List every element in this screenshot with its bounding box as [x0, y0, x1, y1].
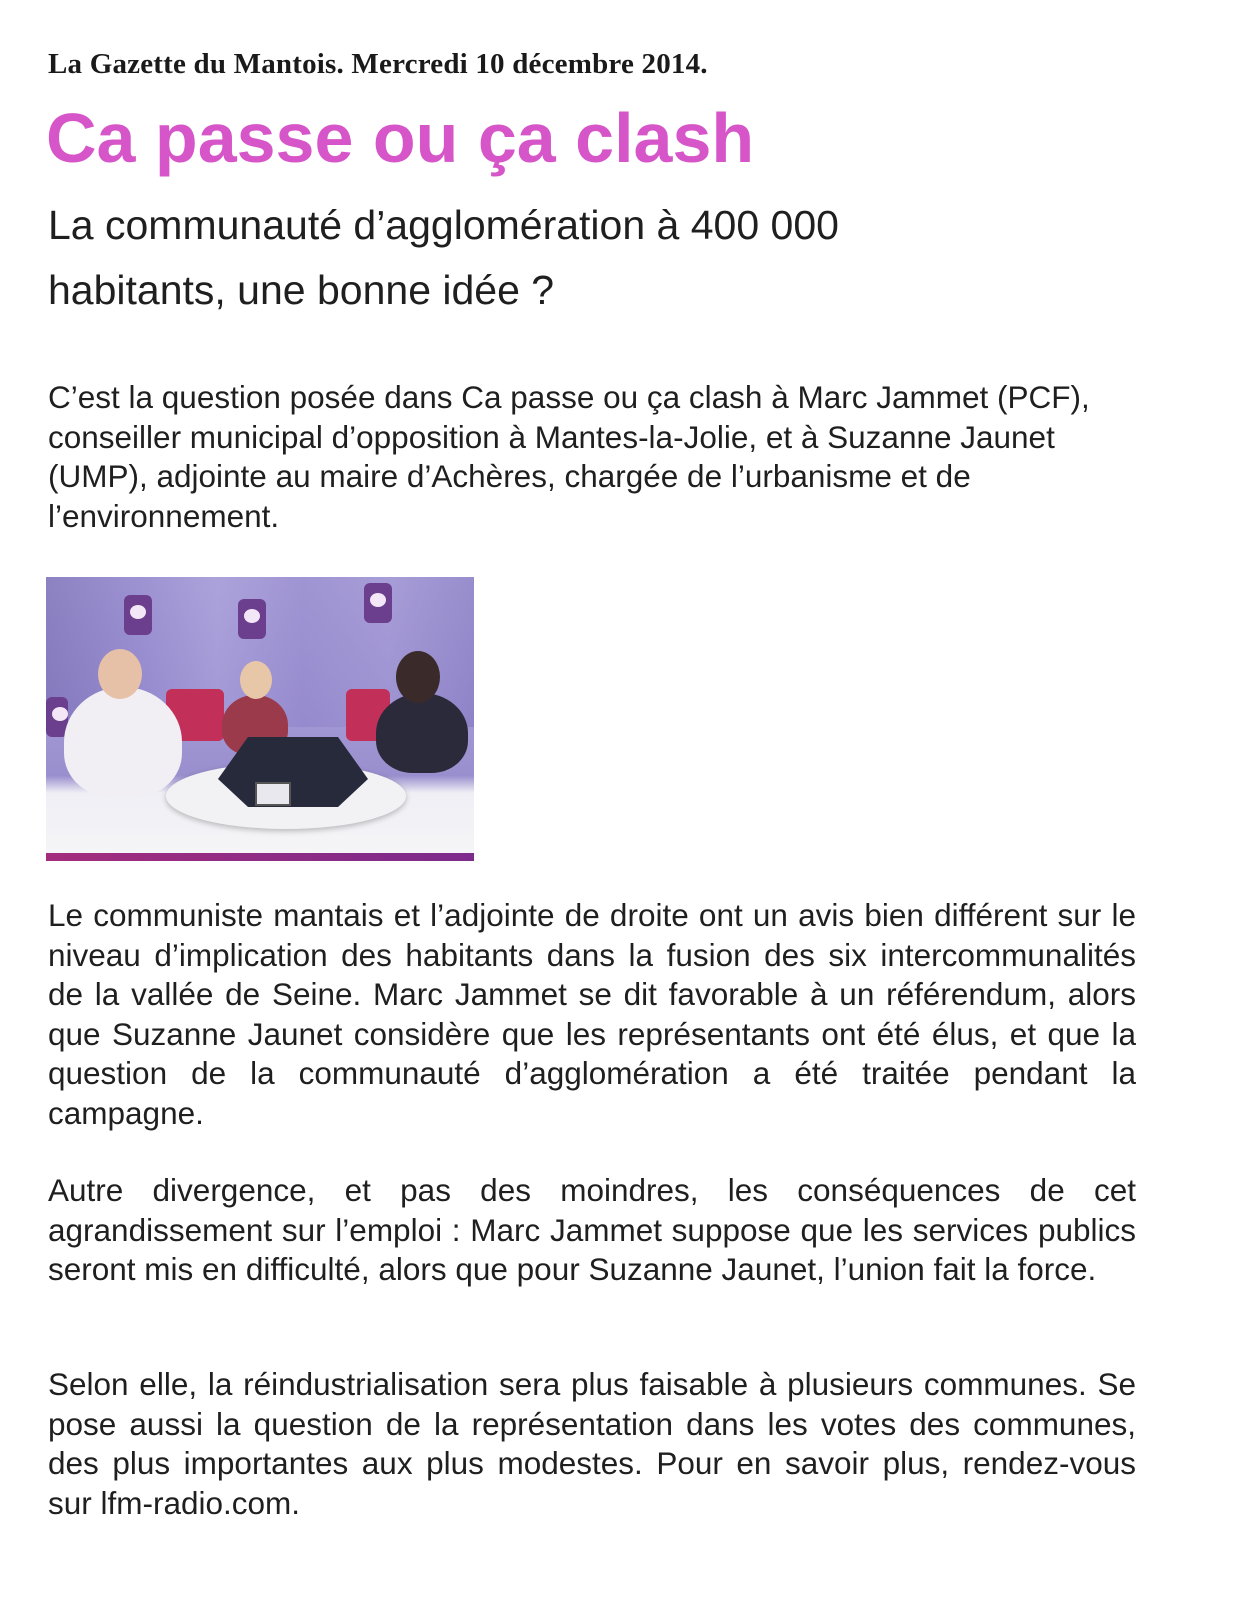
lfm-logo-panel — [364, 583, 392, 623]
lfm-logo-panel — [238, 599, 266, 639]
article-paragraph: Le communiste mantais et l’adjointe de droite ont un avis bien différent sur le niveau d’implication des habitants dans la fusion des six intercommunalités de la vallée de Seine. Marc Jammet se dit favorable à un référendum, alors que Suzanne Jaunet considère que les représentants ont été élus, et que la question de la communauté d’agglomération a été traitée pendant la campagne. — [48, 897, 1136, 1131]
article-subtitle: La communauté d’agglomération à 400 000 habitants, une bonne idée ? — [48, 202, 839, 313]
guest-left — [64, 687, 182, 797]
article-intro: C’est la question posée dans Ca passe ou ça clash à Marc Jammet (PCF), conseiller municipal d’opposition à Mantes-la-Jolie, et à Suzanne Jaunet (UMP), adjointe au maire d’Achères, chargée de l’urbanisme et de l’environnement. — [48, 379, 1090, 534]
publication-dateline: La Gazette du Mantois. Mercredi 10 décembre 2014. — [48, 48, 708, 80]
photo-accent-bar — [46, 853, 474, 861]
radio-studio-photo — [46, 577, 474, 861]
lfm-logo-panel — [124, 595, 152, 635]
console-screen — [255, 782, 291, 806]
guest-right — [376, 693, 468, 773]
article-paragraph: Autre divergence, et pas des moindres, les conséquences de cet agrandissement sur l’emploi : Marc Jammet suppose que les services publics seront mis en difficulté, alors que pour Suzanne Jaunet, l’union fait la force. — [48, 1172, 1136, 1287]
broadcast-console — [218, 737, 368, 807]
article-headline: Ca passe ou ça clash — [46, 99, 755, 177]
host-center-head — [240, 661, 272, 699]
guest-left-head — [98, 649, 142, 699]
article-paragraph: Selon elle, la réindustrialisation sera plus faisable à plusieurs communes. Se pose aussi la question de la représentation dans les votes des communes, des plus importantes aux plus modestes. Pour en savoir plus, rendez-vous sur lfm-radio.com. — [48, 1366, 1136, 1521]
guest-right-head — [396, 651, 440, 703]
